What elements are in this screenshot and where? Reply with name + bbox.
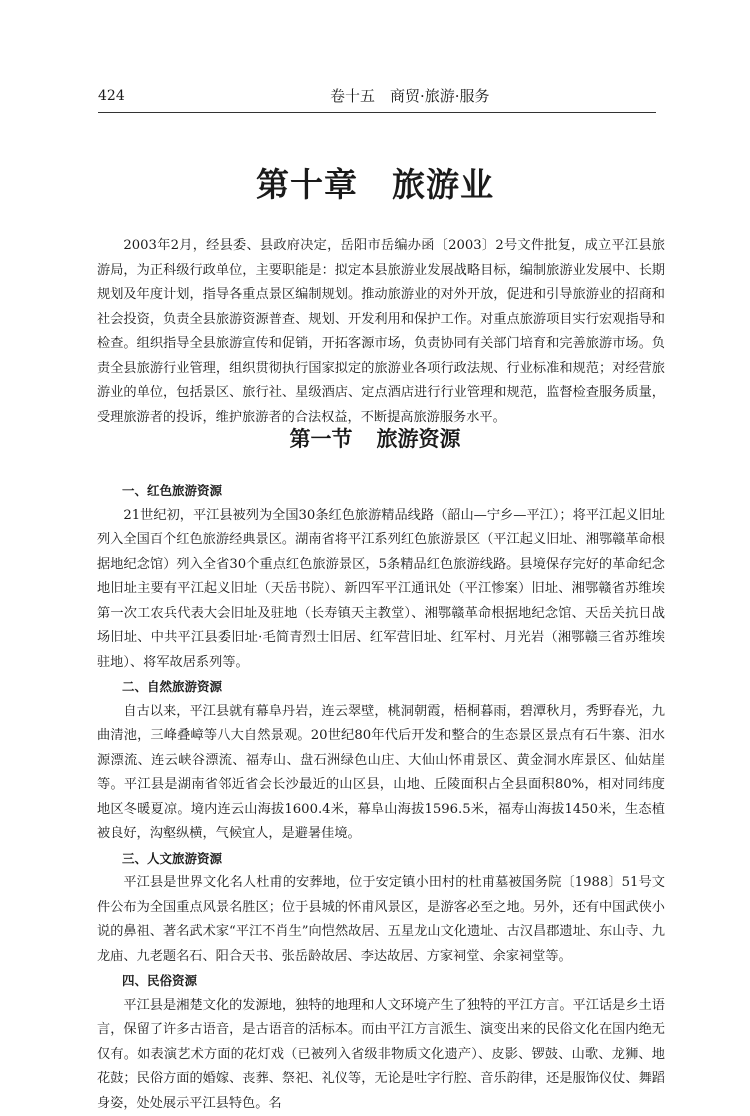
section-body: [97, 479, 665, 1116]
header-rule: [98, 112, 656, 113]
subsection-heading-cultural: 三、人文旅游资源: [97, 847, 665, 872]
chapter-title: [0, 163, 750, 207]
section-number: 第一节: [290, 426, 353, 451]
subsection-paragraph-red-tourism: 21世纪初，平江县被列为全国30条红色旅游精品线路（韶山—宁乡—平江）；将平江起义旧址列入全国百个红色旅游经典景区。湖南省将平江系列红色旅游景区（平江起义旧址、湘鄂赣革命根据地纪念馆）列入全省30个重点红色旅游景区，5条精品红色旅游线路。县境保存完好的革命纪念地旧址主要有平江起义旧址（天岳书院）、新四军平江通讯处（平江惨案）旧址、湘鄂赣省苏维埃第一次工农兵代表大会旧址及驻地（长寿镇天主教堂）、湘鄂赣革命根据地纪念馆、天岳关抗日战场旧址、中共平江县委旧址·毛简青烈士旧居、红军营旧址、红军村、月光岩（湘鄂赣三省苏维埃驻地）、将军故居系列等。: [97, 504, 665, 676]
page-header: [98, 84, 658, 108]
running-head: 卷十五 商贸·旅游·服务: [330, 84, 490, 108]
subsection-heading-folk: 四、民俗资源: [97, 969, 665, 994]
subsection-heading-natural: 二、自然旅游资源: [97, 675, 665, 700]
subsection-paragraph-folk: 平江县是湘楚文化的发源地，独特的地理和人文环境产生了独特的平江方言。平江话是乡土语言，保留了许多古语音，是古语音的活标本。而由平江方言派生、演变出来的民俗文化在国内绝无仅有。如表演艺术方面的花灯戏（已被列入省级非物质文化遗产）、皮影、锣鼓、山歌、龙狮、地花鼓；民俗方面的婚嫁、丧葬、祭祀、礼仪等，无论是吐字行腔、音乐韵律，还是服饰仪仗、舞蹈身姿，处处展示平江县特色。名: [97, 994, 665, 1116]
section-name: 旅游资源: [377, 426, 461, 451]
subsection-heading-red-tourism: 一、红色旅游资源: [97, 479, 665, 504]
page-number: 424: [98, 84, 125, 108]
subsection-paragraph-natural: 自古以来，平江县就有幕阜丹岩，连云翠壁，桃洞朝霞，梧桐暮雨，碧潭秋月，秀野春光，九曲清池，三峰叠嶂等八大自然景观。20世纪80年代后开发和整合的生态景区景点有石牛寨、汨水源漂流、连云峡谷漂流、福寿山、盘石洲绿色山庄、大仙山怀甫景区、黄金洞水库景区、仙姑崖等。平江县是湖南省邻近省会长沙最近的山区县，山地、丘陵面积占全县面积80%，相对同纬度地区冬暖夏凉。境内连云山海拔1600.4米，幕阜山海拔1596.5米，福寿山海拔1450米，生态植被良好，沟壑纵横，气候宜人，是避暑佳境。: [97, 700, 665, 847]
chapter-name: 旅游业: [392, 165, 494, 204]
intro-block: [97, 234, 665, 430]
chapter-number: 第十章: [256, 165, 358, 204]
section-title: [0, 424, 750, 454]
subsection-paragraph-cultural: 平江县是世界文化名人杜甫的安葬地，位于安定镇小田村的杜甫墓被国务院〔1988〕51号文件公布为全国重点风景名胜区；位于县城的怀甫风景区，是游客必至之地。另外，还有中国武侠小说的鼻祖、著名武术家“平江不肖生”向恺然故居、五星龙山文化遗址、古汉昌郡遗址、东山寺、九龙庙、九老题名石、阳合天书、张岳龄故居、李达故居、方家祠堂、余家祠堂等。: [97, 871, 665, 969]
intro-paragraph: 2003年2月，经县委、县政府决定，岳阳市岳编办函〔2003〕2号文件批复，成立平江县旅游局，为正科级行政单位，主要职能是：拟定本县旅游业发展战略目标，编制旅游业发展中、长期规划及年度计划，指导各重点景区编制规划。推动旅游业的对外开放，促进和引导旅游业的招商和社会投资，负责全县旅游资源普查、规划、开发利用和保护工作。对重点旅游项目实行宏观指导和检查。组织指导全县旅游宣传和促销，开拓客源市场，负责协同有关部门培育和完善旅游市场。负责全县旅游行业管理，组织贯彻执行国家拟定的旅游业各项行政法规、行业标准和规范；对经营旅游业的单位，包括景区、旅行社、星级酒店、定点酒店进行行业管理和规范，监督检查服务质量，受理旅游者的投诉，维护旅游者的合法权益，不断提高旅游服务水平。: [97, 234, 665, 430]
